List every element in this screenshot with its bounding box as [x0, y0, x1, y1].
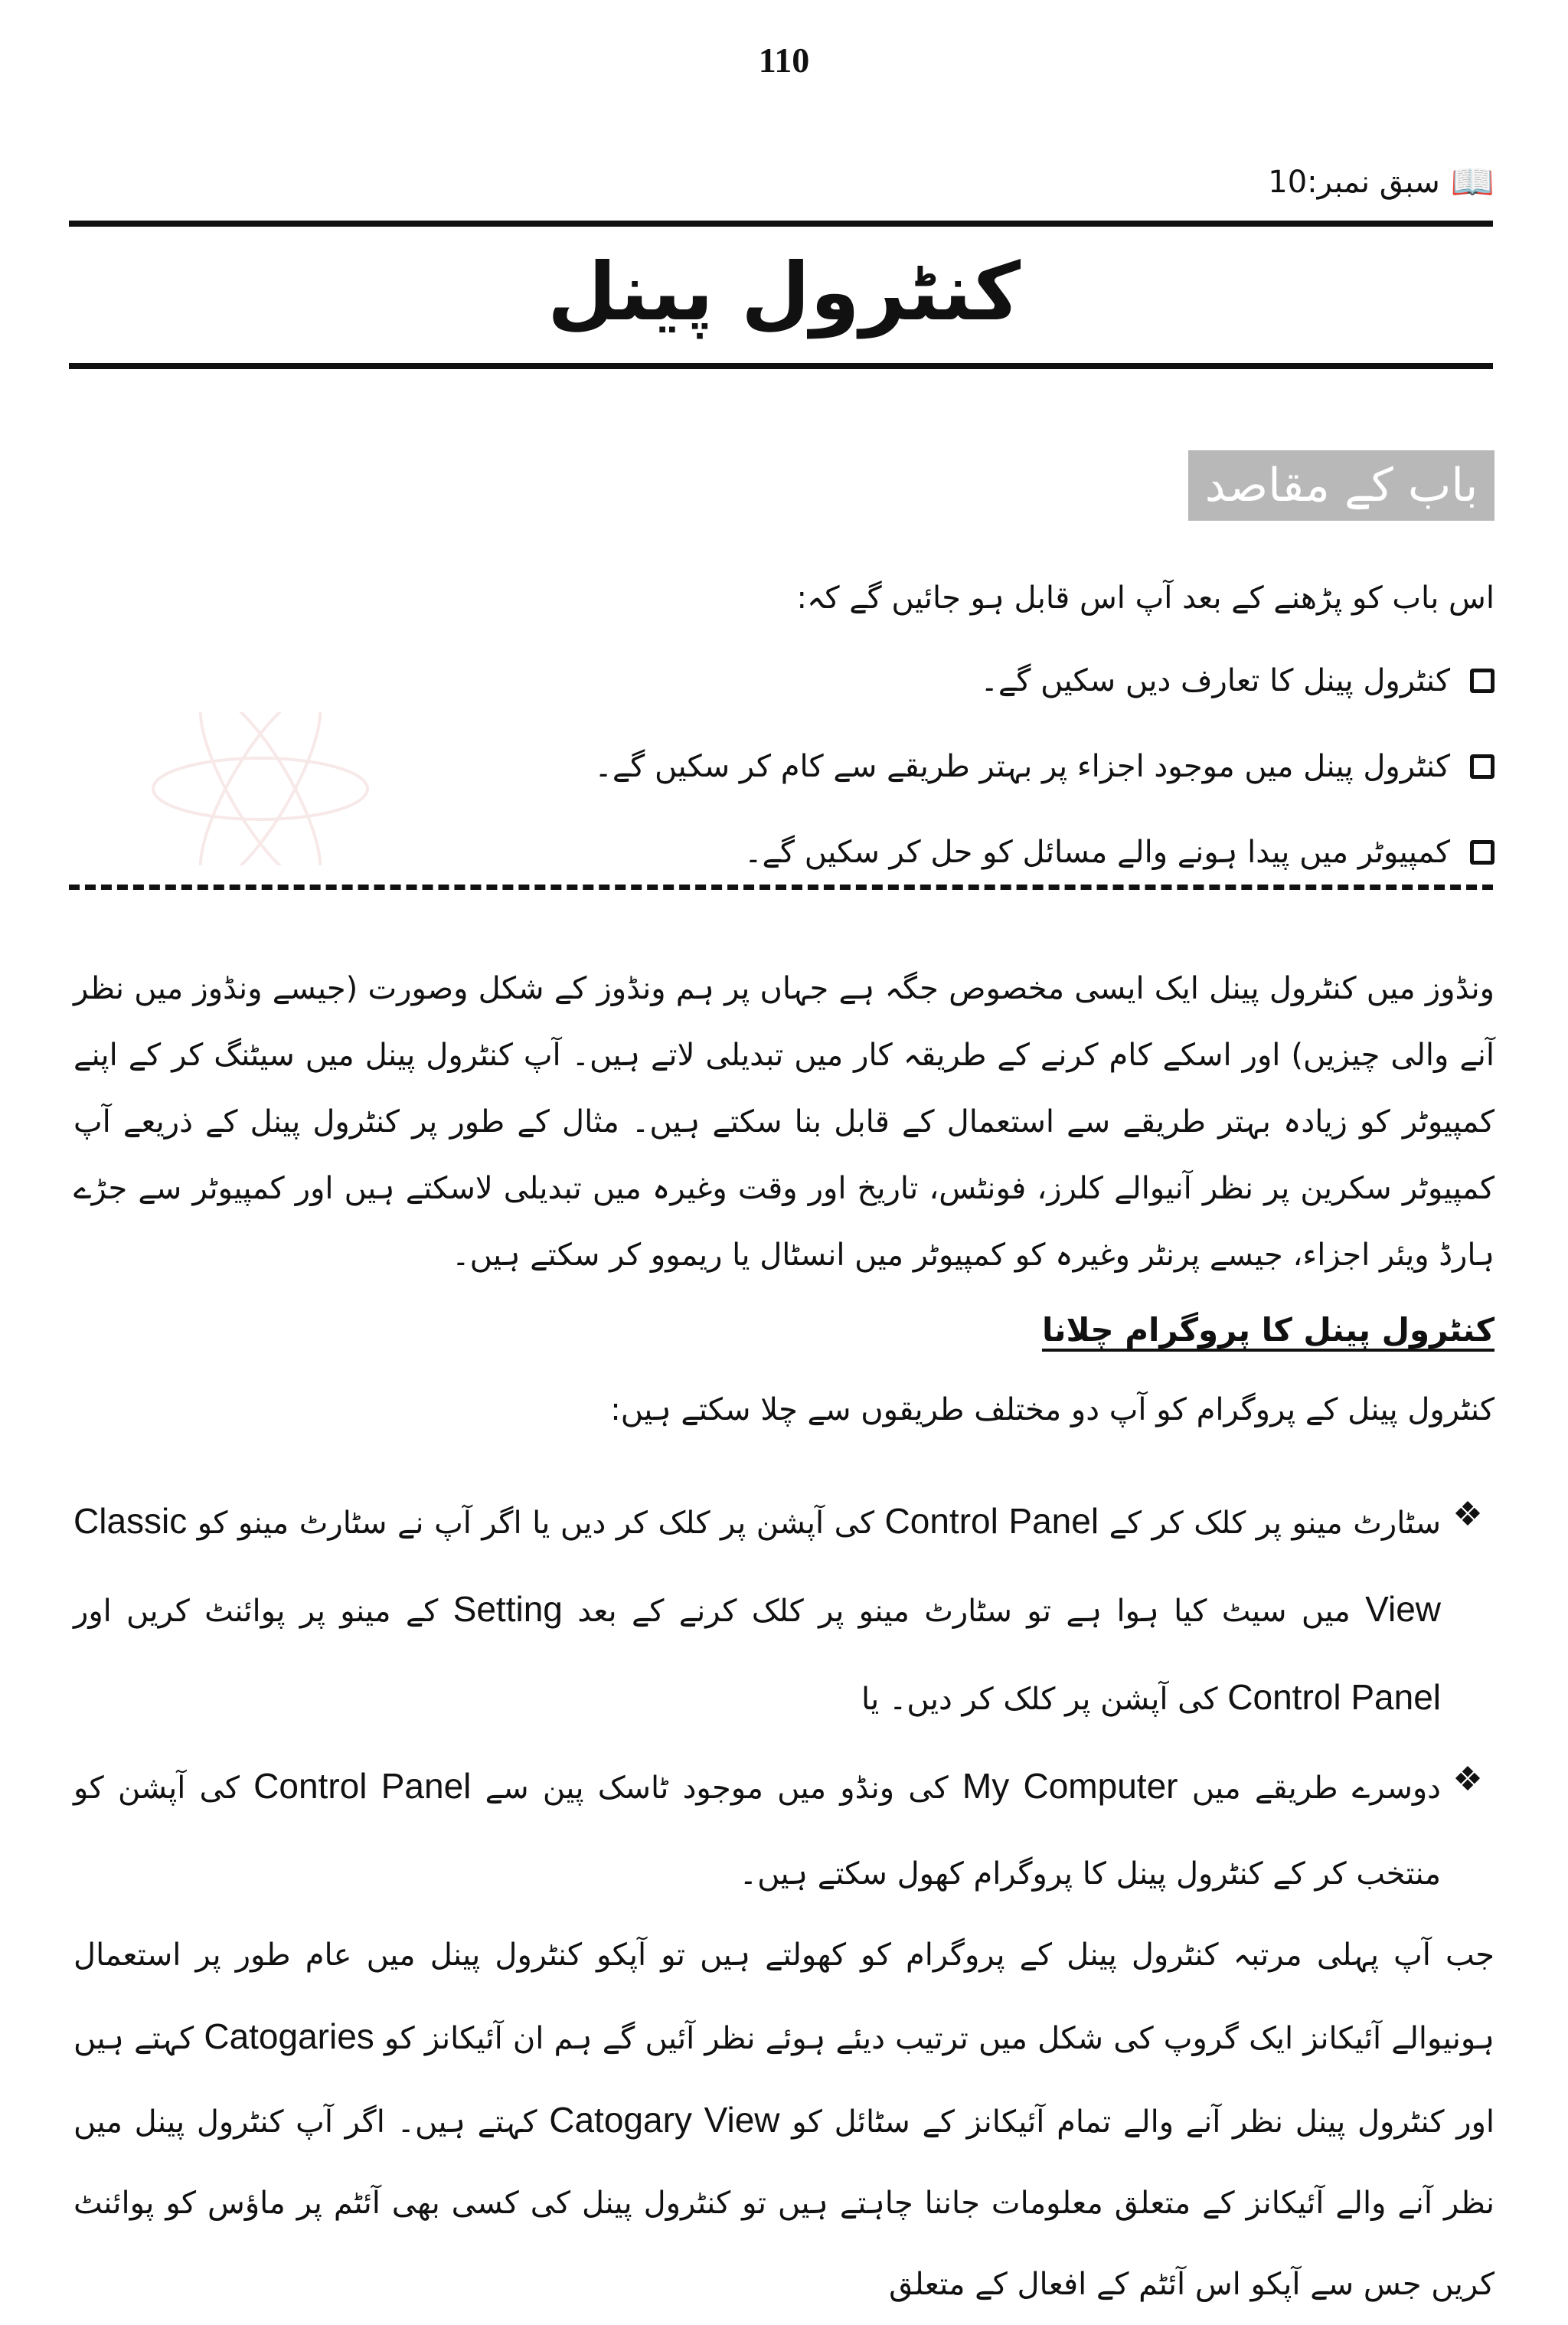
title-top-rule: [69, 221, 1493, 227]
objective-text: کنٹرول پینل کا تعارف دیں سکیں گے۔: [980, 663, 1450, 698]
term-setting: Setting: [452, 1589, 563, 1629]
lead-text: کنٹرول پینل کے پروگرام کو آپ دو مختلف طریقوں سے چلا سکتے ہیں:: [610, 1392, 1494, 1427]
section-divider: [69, 885, 1493, 890]
bullet-icon: ❖: [1452, 1760, 1483, 1799]
book-icon: 📖: [1450, 161, 1494, 202]
chapter-title: کنٹرول پینل: [547, 245, 1021, 338]
term-category-view: Catogary View: [549, 2100, 780, 2140]
body-paragraph: جب آپ پہلی مرتبہ کنٹرول پینل کے پروگرام کو کھولتے ہیں تو آپکو کنٹرول پینل میں عام طور پر استعمال ہونیوالے آئیکانز ایک گروپ کی شکل میں ترتیب دیئے ہوئے نظر آئیں گے ہم ان آئیکانز کو Catogaries کہتے ہیں اور کنٹرول پینل نظر آنے والے تمام آئیکانز کے سٹائل کو Catogary View کہتے ہیں۔ اگر آپ کنٹرول پینل میں نظر آنے والے آئیکانز کے متعلق معلومات جاننا چاہتے ہیں تو کنٹرول پینل کی کسی بھی آئٹم پر ماؤس کو پوائنٹ کریں جس سے آپکو اس آئٹم کے افعال کے متعلق: [74, 1938, 1495, 2302]
bullet-text: سٹارٹ مینو پر کلک کر کے Control Panel کی آپشن پر کلک کر دیں یا اگر آپ نے سٹارٹ مینو کو Classic View میں سیٹ کیا ہوا ہے تو سٹارٹ مینو پر کلک کرنے کے بعد Setting کے مینو پر پوائنٹ کریں اور Control Panel کی آپشن پر کلک کر دیں۔ یا: [74, 1501, 1442, 1717]
bullet-item: [74, 1743, 1494, 1917]
objectives-intro: اس باب کو پڑھنے کے بعد آپ اس قابل ہو جائیں گے کہ:: [796, 580, 1494, 616]
bullet-item: [74, 1478, 1494, 1742]
bullet-icon: ❖: [1452, 1495, 1483, 1534]
checkbox-icon: [1470, 669, 1494, 693]
term-categories: Catogaries: [204, 2016, 374, 2056]
term-my-computer: My Computer: [962, 1766, 1178, 1806]
objective-text: کنٹرول پینل میں موجود اجزاء پر بہتر طریقے سے کام کر سکیں گے۔: [594, 749, 1450, 784]
bullet-text: دوسرے طریقے میں My Computer کی ونڈو میں موجود ٹاسک پین سے Control Panel کی آپشن کو منتخب کر کے کنٹرول پینل کا پروگرام کھول سکتے ہیں۔: [74, 1766, 1441, 1892]
title-bottom-rule: [69, 363, 1493, 369]
lesson-text: سبق نمبر:10: [1268, 164, 1440, 200]
watermark-emblem: [138, 712, 383, 865]
objective-item: [980, 663, 1494, 698]
lesson-label: [1268, 161, 1494, 203]
term-classic-view: Classic View: [74, 1501, 1442, 1629]
objectives-badge: باب کے مقاصد: [1188, 450, 1494, 521]
term-control-panel: Control Panel: [1227, 1677, 1441, 1717]
section-heading: کنٹرول پینل کا پروگرام چلانا: [1041, 1311, 1494, 1349]
checkbox-icon: [1470, 840, 1494, 865]
term-control-panel: Control Panel: [884, 1501, 1099, 1541]
objective-item: [744, 835, 1494, 870]
page-number: 110: [758, 41, 810, 80]
term-control-panel: Control Panel: [253, 1766, 472, 1806]
objective-item: [594, 749, 1494, 784]
intro-paragraph: ونڈوز میں کنٹرول پینل ایک ایسی مخصوص جگہ ہے جہاں پر ہم ونڈوز کے شکل وصورت (جیسے ونڈوز میں نظر آنے والی چیزیں) اور اسکے کام کرنے کے طریقہ کار میں تبدیلی لاتے ہیں۔ آپ کنٹرول پینل میں سیٹنگ کر کے اپنے کمپیوٹر کو زیادہ بہتر طریقے سے استعمال کے قابل بنا سکتے ہیں۔ مثال کے طور پر کنٹرول پینل کے ذریعے آپ کمپیوٹر سکرین پر نظر آنیوالے کلرز، فونٹس، تاریخ اور وقت وغیرہ میں تبدیلی لاسکتے ہیں اور کمپیوٹر سے جڑے ہارڈ ویئر اجزاء، جیسے پرنٹر وغیرہ کو کمپیوٹر میں انسٹال یا ریموو کر سکتے ہیں۔: [74, 971, 1494, 1273]
checkbox-icon: [1470, 754, 1494, 779]
objective-text: کمپیوٹر میں پیدا ہونے والے مسائل کو حل کر سکیں گے۔: [744, 835, 1450, 870]
